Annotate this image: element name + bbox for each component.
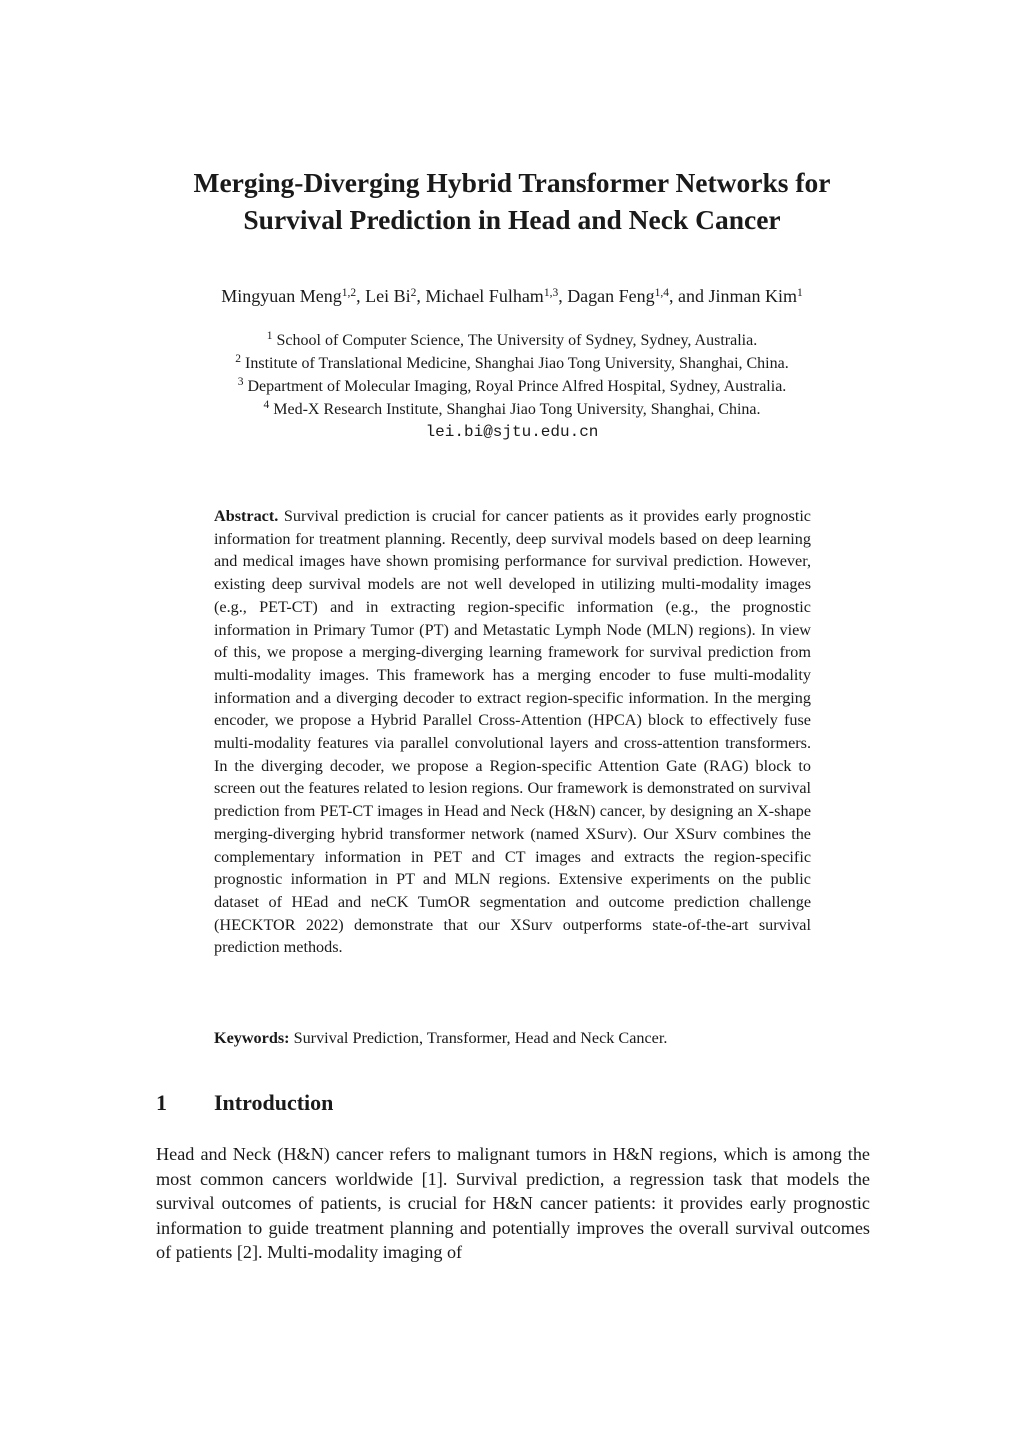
section-heading [156, 1088, 333, 1118]
affiliation: $^2$ Institute of Translational Medicine, Shanghai Jiao Tong University, Shanghai, China. [235, 353, 789, 372]
affiliation: $^4$ Med-X Research Institute, Shanghai Jiao Tong University, Shanghai, China. [263, 399, 761, 418]
affiliation: $^1$ School of Computer Science, The University of Sydney, Sydney, Australia. [266, 330, 758, 349]
paper-title [0, 164, 1024, 238]
author: Jinman Kim$^1$ [708, 286, 803, 306]
author: Lei Bi$^2$, [365, 286, 426, 306]
affiliation: $^3$ Department of Molecular Imaging, Royal Prince Alfred Hospital, Sydney, Australia. [237, 376, 787, 395]
author: Mingyuan Meng$^{1,2}$, [221, 286, 366, 306]
contact-email[interactable]: lei.bi@sjtu.edu.cn [425, 423, 599, 441]
keywords-label: Keywords: [214, 1029, 290, 1047]
intro-paragraph: Head and Neck (H&N) cancer refers to malignant tumors in H&N regions, which is among the most common cancers worldwide [1]. Survival prediction, a regression task that models the survival outcomes of patients, is crucial for H&N cancer patients: it provides early prognostic information to guide treatment planning and potentially improves the overall survival outcomes of patients [2]. Multi-modality imaging of [156, 1144, 870, 1263]
keywords [214, 1027, 811, 1050]
title-line-2: Survival Prediction in Head and Neck Cancer [243, 204, 781, 235]
abstract-label: Abstract. [214, 507, 279, 525]
affiliations [0, 329, 1024, 444]
author: Michael Fulham$^{1,3}$, [425, 286, 568, 306]
author-list [0, 283, 1024, 309]
abstract [214, 505, 811, 959]
author: Dagan Feng$^{1,4}$, and [567, 286, 709, 306]
section-title: Introduction [214, 1090, 334, 1115]
title-line-1: Merging-Diverging Hybrid Transformer Networks for [193, 167, 831, 198]
abstract-text: Survival prediction is crucial for cancer patients as it provides early prognostic information for treatment planning. Recently, deep survival models based on deep learning and medical images have shown promising performance for survival prediction. However, existing deep survival models are not well developed in utilizing multi-modality images (e.g., PET-CT) and in extracting region-specific information (e.g., the prognostic information in Primary Tumor (PT) and Metastatic Lymph Node (MLN) regions). In view of this, we propose a merging-diverging learning framework for survival prediction from multi-modality images. This framework has a merging encoder to fuse multi-modality information and a diverging decoder to extract region-specific information. In the merging encoder, we propose a Hybrid Parallel Cross-Attention (HPCA) block to effectively fuse multi-modality features via parallel convolutional layers and cross-attention transformers. In the diverging decoder, we propose a Region-specific Attention Gate (RAG) block to screen out the features related to lesion regions. Our framework is demonstrated on survival prediction from PET-CT images in Head and Neck (H&N) cancer, by designing an X-shape merging-diverging hybrid transformer network (named XSurv). Our XSurv combines the complementary information in PET and CT images and extracts the region-specific prognostic information in PT and MLN regions. Extensive experiments on the public dataset of HEad and neCK TumOR segmentation and outcome prediction challenge (HECKTOR 2022) demonstrate that our XSurv outperforms state-of-the-art survival prediction methods. [214, 507, 811, 957]
keywords-text: Survival Prediction, Transformer, Head and Neck Cancer. [293, 1029, 668, 1047]
section-number: 1 [156, 1090, 167, 1115]
